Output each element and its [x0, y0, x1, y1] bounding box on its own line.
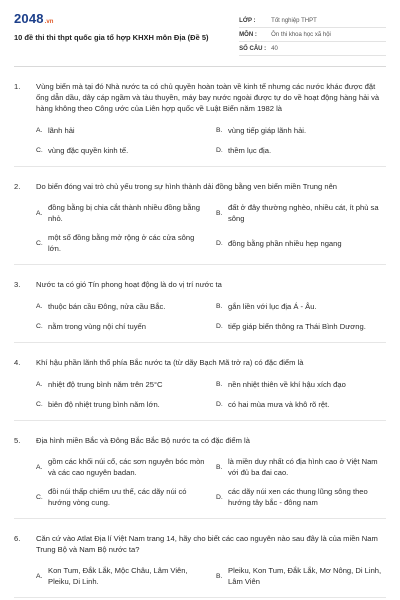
brand-block: [14, 12, 239, 42]
option-text: một số đồng bằng mở rộng ở các cửa sông lớn.: [48, 233, 195, 253]
meta-label: MÔN :: [239, 31, 257, 38]
option-letter: C.: [36, 239, 43, 247]
site-logo[interactable]: [14, 12, 239, 25]
question-number: 4.: [14, 358, 21, 367]
option-text: nằm trong vùng nội chí tuyến: [48, 321, 146, 331]
option-text: tiếp giáp biển thông ra Thái Bình Dương.: [228, 321, 366, 331]
answer-option-b[interactable]: [216, 124, 386, 136]
meta-value: Ôn thi khoa học xã hội: [271, 31, 331, 38]
question-head: [14, 279, 386, 290]
option-text: gồm các khối núi cổ, các sơn nguyên bóc mòn và các cao nguyên badan.: [48, 457, 205, 477]
answer-options: [14, 378, 386, 410]
option-letter: C.: [36, 146, 43, 154]
question-head: [14, 181, 386, 192]
document-header: [14, 12, 386, 67]
option-letter: C.: [36, 493, 43, 501]
question-head: [14, 81, 386, 114]
document-title: 10 đề thi thi thpt quốc gia tổ hợp KHXH môn Địa (Đề 5): [14, 33, 209, 42]
option-letter: A.: [36, 572, 43, 580]
answer-option-c[interactable]: [36, 486, 206, 508]
option-text: có hai mùa mưa và khô rõ rệt.: [228, 399, 330, 409]
option-letter: B.: [216, 380, 223, 388]
answer-options: [14, 456, 386, 508]
option-letter: A.: [36, 126, 43, 134]
answer-options: [14, 300, 386, 332]
question-1: [14, 81, 386, 167]
answer-options: [14, 202, 386, 254]
option-letter: A.: [36, 302, 43, 310]
meta-info: [239, 14, 386, 56]
option-letter: B.: [216, 126, 223, 134]
answer-option-c[interactable]: [36, 398, 206, 410]
meta-label: LỚP :: [239, 17, 256, 24]
option-text: nhiệt độ trung bình năm trên 25°C: [48, 379, 163, 389]
question-4: [14, 357, 386, 421]
answer-option-a[interactable]: [36, 300, 206, 312]
option-text: biên độ nhiệt trung bình năm lớn.: [48, 399, 160, 409]
option-letter: D.: [216, 146, 223, 154]
option-text: là miền duy nhất có địa hình cao ở Việt Nam với đủ ba đai cao.: [228, 457, 378, 477]
answer-option-a[interactable]: [36, 202, 206, 224]
option-letter: D.: [216, 400, 223, 408]
option-letter: A.: [36, 380, 43, 388]
option-letter: A.: [36, 209, 43, 217]
answer-option-c[interactable]: [36, 320, 206, 332]
meta-row-class: [239, 14, 386, 28]
question-number: 3.: [14, 280, 21, 289]
question-head: [14, 357, 386, 368]
option-text: thềm lục địa.: [228, 145, 272, 155]
meta-label: SỐ CÂU :: [239, 45, 267, 52]
meta-row-subject: [239, 28, 386, 42]
answer-option-c[interactable]: [36, 232, 206, 254]
question-text: Căn cứ vào Atlat Địa lí Việt Nam trang 14, hãy cho biết các cao nguyên nào sau đây là của miền Nam Trung Bộ và Nam Bộ nước ta?: [36, 534, 378, 554]
meta-row-count: [239, 42, 386, 56]
question-3: [14, 279, 386, 343]
question-2: [14, 181, 386, 265]
answer-option-d[interactable]: [216, 486, 386, 508]
option-text: các dãy núi xen các thung lũng sông theo hướng tây bắc - đông nam: [228, 487, 368, 507]
option-text: đồng bằng bị chia cắt thành nhiều đồng bằng nhỏ.: [48, 203, 201, 223]
question-head: [14, 435, 386, 446]
option-text: Pleiku, Kon Tum, Đắk Lắk, Mơ Nông, Di Linh, Lâm Viên: [228, 566, 382, 586]
question-5: [14, 435, 386, 519]
option-letter: C.: [36, 400, 43, 408]
question-number: 1.: [14, 82, 21, 91]
answer-option-a[interactable]: [36, 565, 206, 587]
answer-option-d[interactable]: [216, 398, 386, 410]
question-head: [14, 533, 386, 555]
option-text: gắn liền với lục địa Á - Âu.: [228, 301, 317, 311]
option-text: vùng tiếp giáp lãnh hải.: [228, 125, 307, 135]
answer-options: [14, 565, 386, 587]
answer-option-a[interactable]: [36, 456, 206, 478]
option-letter: C.: [36, 322, 43, 330]
question-text: Khí hậu phần lãnh thổ phía Bắc nước ta (từ dãy Bạch Mã trở ra) có đặc điểm là: [36, 358, 304, 367]
option-text: đồi núi thấp chiếm ưu thế, các dãy núi có hướng vòng cung.: [48, 487, 187, 507]
answer-option-d[interactable]: [216, 144, 386, 156]
meta-value: Tốt nghiệp THPT: [271, 17, 317, 24]
answer-option-a[interactable]: [36, 378, 206, 390]
option-letter: D.: [216, 322, 223, 330]
question-text: Địa hình miền Bắc và Đông Bắc Bắc Bộ nước ta có đặc điểm là: [36, 436, 250, 445]
answer-option-b[interactable]: [216, 456, 386, 478]
option-text: Kon Tum, Đắk Lắk, Mộc Châu, Lâm Viên, Pleiku, Di Linh.: [48, 566, 188, 586]
question-text: Nước ta có gió Tín phong hoạt động là do vị trí nước ta: [36, 280, 222, 289]
question-6: [14, 533, 386, 598]
question-text: Vùng biển mà tại đó Nhà nước ta có chủ quyền hoàn toàn về kinh tế nhưng các nước khác được đặt ống dẫn dầu, dây cáp ngầm và tàu thuyền, máy bay nước ngoài được tự do về hoạt động hàng hải và hàng không theo Công ước của Liên hợp quốc về Luật Biển năm 1982 là: [36, 82, 380, 113]
question-text: Do biển đóng vai trò chủ yếu trong sự hình thành dải đồng bằng ven biển miền Trung nên: [36, 182, 338, 191]
question-number: 6.: [14, 534, 21, 543]
question-list: [14, 81, 386, 598]
meta-value: 40: [271, 45, 278, 52]
answer-option-b[interactable]: [216, 300, 386, 312]
option-text: đất ở đây thường nghèo, nhiều cát, ít phù sa sông: [228, 203, 379, 223]
option-text: nền nhiệt thiên về khí hậu xích đạo: [228, 379, 346, 389]
answer-options: [14, 124, 386, 156]
option-letter: B.: [216, 463, 223, 471]
answer-option-d[interactable]: [216, 232, 386, 254]
answer-option-d[interactable]: [216, 320, 386, 332]
answer-option-b[interactable]: [216, 565, 386, 587]
option-text: lãnh hải: [48, 125, 75, 135]
option-letter: D.: [216, 239, 223, 247]
logo-sub-text: .vn: [44, 19, 54, 25]
option-text: thuộc bán cầu Đông, nửa cầu Bắc.: [48, 301, 166, 311]
option-letter: B.: [216, 572, 223, 580]
answer-option-c[interactable]: [36, 144, 206, 156]
option-letter: B.: [216, 209, 223, 217]
option-text: đồng bằng phần nhiều hẹp ngang: [228, 238, 342, 248]
logo-main-text: 2048: [14, 11, 44, 26]
option-letter: B.: [216, 302, 223, 310]
option-letter: A.: [36, 463, 43, 471]
answer-option-a[interactable]: [36, 124, 206, 136]
question-number: 2.: [14, 182, 21, 191]
question-number: 5.: [14, 436, 21, 445]
answer-option-b[interactable]: [216, 202, 386, 224]
option-text: vùng đặc quyền kinh tế.: [48, 145, 129, 155]
option-letter: D.: [216, 493, 223, 501]
answer-option-b[interactable]: [216, 378, 386, 390]
